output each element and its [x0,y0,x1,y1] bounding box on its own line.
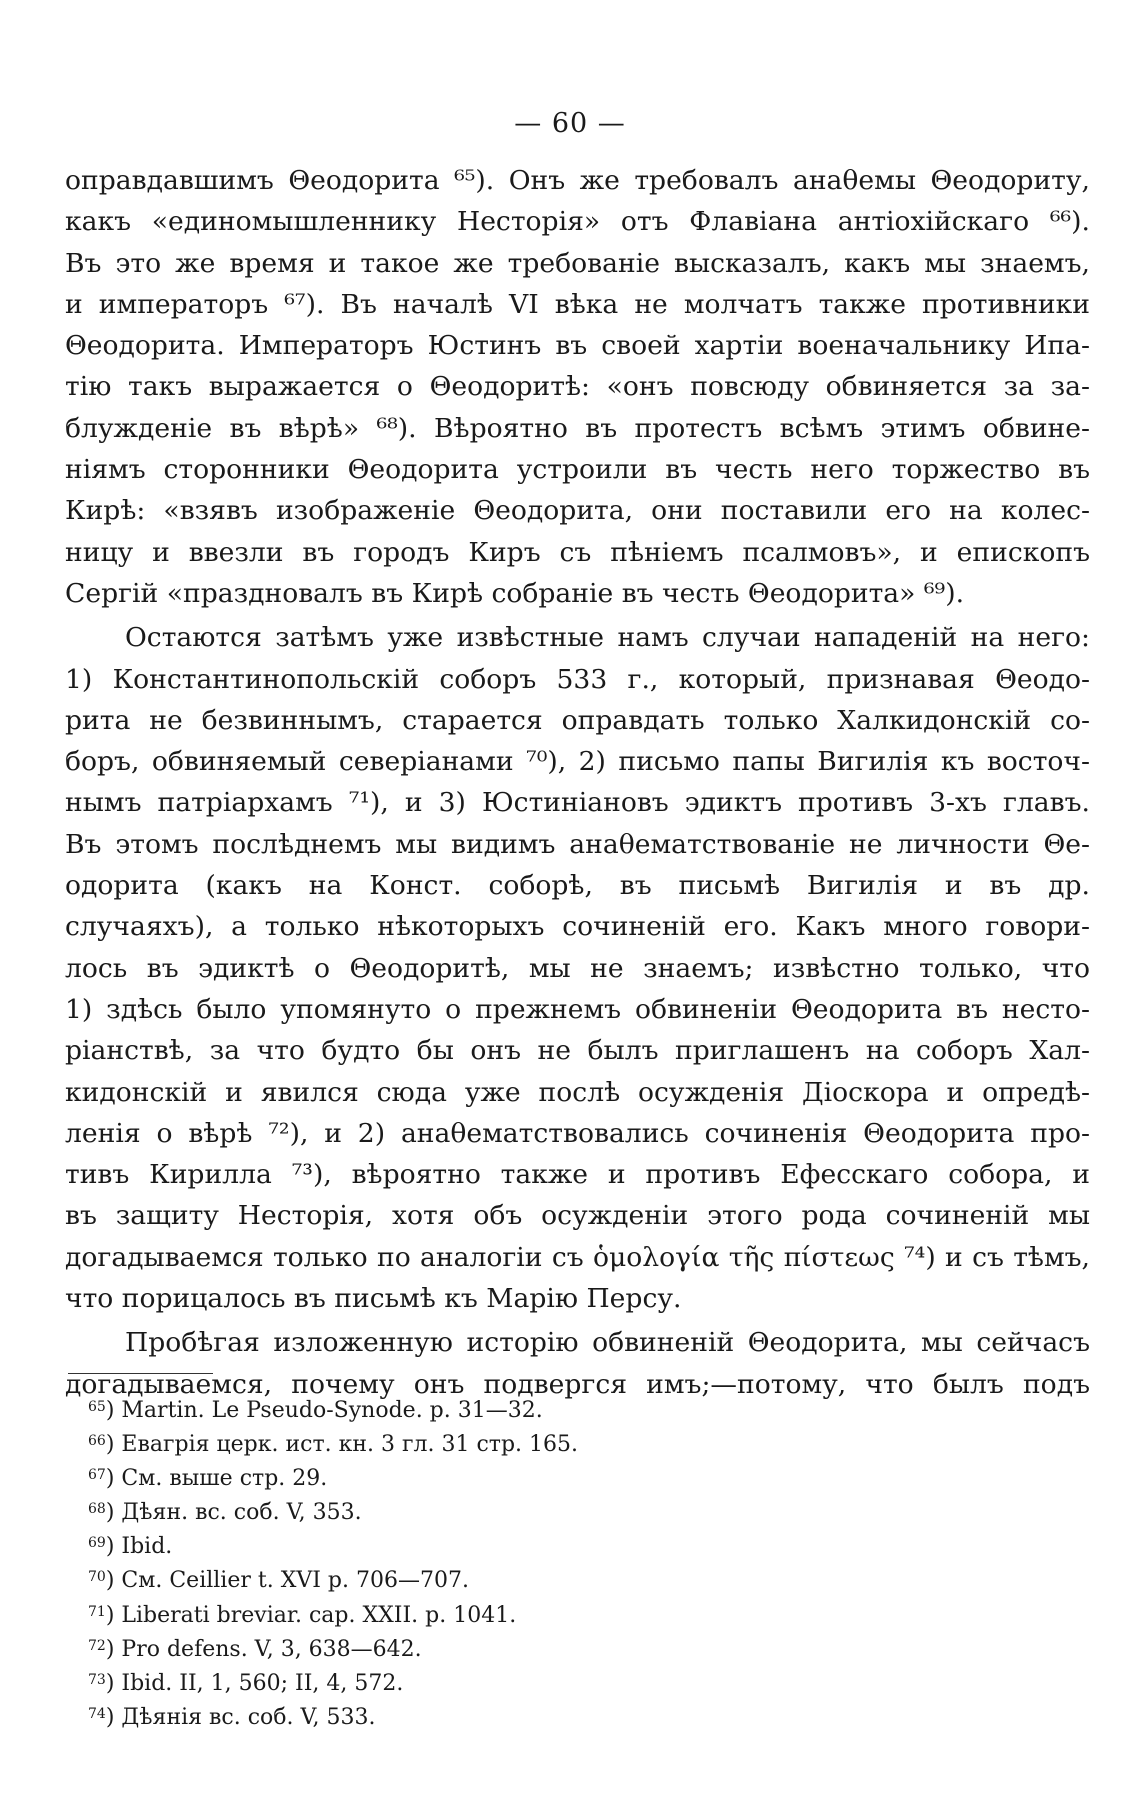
footnote: $^{69}$) Ibid. [88,1534,173,1560]
footnote: $^{72}$) Pro defens. V, 3, 638—642. [88,1636,422,1662]
footnote-text: Liberati breviar. cap. XXII. p. 1041. [121,1602,517,1628]
footnote-text: Pro defens. V, 3, 638—642. [121,1636,422,1662]
paragraph-2 [65,617,1090,1319]
page-number: — 60 — [514,108,626,139]
text-line: ницу и ввезли въ городъ Киръ съ пѣніемъ псалмовъ», и епископъ [65,536,1090,568]
text-line: ніямъ сторонники Θеодорита устроили въ честь него торжество въ [65,454,1090,486]
text-line: одорита (какъ на Конст. соборѣ, въ письмѣ Вигилія и въ др. [65,870,1090,902]
footnote: $^{73}$) Ibid. II, 1, 560; II, 4, 572. [88,1670,404,1696]
text-line: Кирѣ: «взявъ изображеніе Θеодорита, они поставили его на колес- [65,495,1090,527]
footnote-text: См. выше стр. 29. [121,1466,328,1492]
footnote-number: 73 [88,1671,106,1688]
footnote-divider [68,1373,213,1374]
footnote-text: Martin. Le Pseudo-Synode. p. 31—32. [121,1398,543,1423]
footnote-number: 70 [88,1569,106,1586]
footnote: $^{67}$) См. выше стр. 29. [88,1466,328,1492]
footnote-number: 67 [88,1467,106,1484]
text-line: догадываемся только по аналогіи съ ὁμολογία τῆς πίστεως ⁷⁴) и съ тѣмъ, [65,1241,1090,1273]
footnote-number: 74 [88,1705,106,1722]
text-line: что порицалось въ письмѣ къ Марію Персу. [65,1283,682,1315]
footnote-number: 68 [88,1501,106,1518]
text-line: Пробѣгая изложенную исторію обвиненій Θеодорита, мы сейчасъ [125,1327,1090,1359]
footnote-text: См. Ceillier t. XVI p. 706—707. [121,1568,469,1594]
footnote: $^{70}$) См. Ceillier t. XVI p. 706—707. [88,1568,469,1594]
footnote: $^{68}$) Дѣян. вс. соб. V, 353. [88,1500,362,1526]
footnote-number: 71 [88,1603,106,1620]
footnote-text: Дѣянія вс. соб. V, 533. [121,1704,376,1730]
footnote-text: Ibid. II, 1, 560; II, 4, 572. [121,1670,404,1696]
text-line: кидонскій и явился сюда уже послѣ осужденія Діоскора и опредѣ- [65,1076,1090,1108]
paragraph-1 [65,160,1090,614]
text-line: ленія о вѣрѣ ⁷²), и 2) анаθематствовались сочиненія Θеодорита про- [65,1117,1090,1149]
text-line: нымъ патріархамъ ⁷¹), и 3) Юстиніановъ эдиктъ противъ 3-хъ главъ. [65,787,1090,819]
text-line: Θеодорита. Императоръ Юстинъ въ своей хартіи военачальнику Ипа- [65,330,1090,362]
text-line: въ защиту Несторія, хотя объ осужденіи этого рода сочиненій мы [65,1200,1090,1232]
text-line: Сергій «праздновалъ въ Кирѣ собраніе въ честь Θеодорита» ⁶⁹). [65,577,965,609]
footnote-text: Ibid. [121,1534,173,1560]
footnote: $^{74}$) Дѣянія вс. соб. V, 533. [88,1704,376,1730]
footnote: $^{65}$) Martin. Le Pseudo-Synode. p. 31—32. [88,1398,543,1423]
footnotes [88,1392,788,1733]
text-line: Въ это же время и такое же требованіе высказалъ, какъ мы знаемъ, [65,247,1090,279]
footnote: $^{66}$) Евагрія церк. ист. кн. 3 гл. 31 стр. 165. [88,1432,579,1458]
footnote-number: 72 [88,1637,106,1654]
text-line: тивъ Кирилла ⁷³), вѣроятно также и противъ Ефесскаго собора, и [65,1159,1090,1191]
text-line: Остаются затѣмъ уже извѣстные намъ случаи нападеній на него: [125,622,1090,654]
body-text [65,160,1090,1405]
text-line: ріанствѣ, за что будто бы онъ не былъ приглашенъ на соборъ Хал- [65,1035,1090,1067]
footnote-text: Дѣян. вс. соб. V, 353. [121,1500,362,1526]
text-line: какъ «единомышленнику Несторія» отъ Флавіана антіохійскаго ⁶⁶). [65,206,1090,238]
text-line: тію такъ выражается о Θеодоритѣ: «онъ повсюду обвиняется за за- [65,371,1090,403]
text-line: 1) Константинопольскій соборъ 533 г., который, признавая Θеодо- [65,663,1090,695]
text-line: Въ этомъ послѣднемъ мы видимъ анаθематствованіе не личности Θе- [65,828,1090,860]
text-line: случаяхъ), а только нѣкоторыхъ сочиненій его. Какъ много говори- [65,911,1090,943]
text-line: и императоръ ⁶⁷). Въ началѣ VI вѣка не молчатъ также противники [65,288,1090,320]
footnote-number: 66 [88,1433,106,1450]
text-line: боръ, обвиняемый северіанами ⁷⁰), 2) письмо папы Вигилія къ восточ- [65,746,1090,778]
text-line: оправдавшимъ Θеодорита ⁶⁵). Онъ же требовалъ анаθемы Θеодориту, [65,165,1090,196]
text-line: рита не безвиннымъ, старается оправдать только Халкидонскій со- [65,704,1090,736]
footnote-text: Евагрія церк. ист. кн. 3 гл. 31 стр. 165. [121,1432,579,1458]
text-line: блужденіе въ вѣрѣ» ⁶⁸). Вѣроятно въ протестъ всѣмъ этимъ обвине- [65,412,1090,444]
text-line: 1) здѣсь было упомянуто о прежнемъ обвиненіи Θеодорита въ несто- [65,993,1090,1025]
text-line: догадываемся, почему онъ подвергся имъ;—потому, что былъ подъ [65,1368,1090,1400]
text-line: лось въ эдиктѣ о Θеодоритѣ, мы не знаемъ; извѣстно только, что [65,952,1090,984]
footnote: $^{71}$) Liberati breviar. cap. XXII. p. 1041. [88,1602,517,1628]
footnote-number: 69 [88,1535,106,1552]
footnote-number: 65 [88,1399,106,1415]
